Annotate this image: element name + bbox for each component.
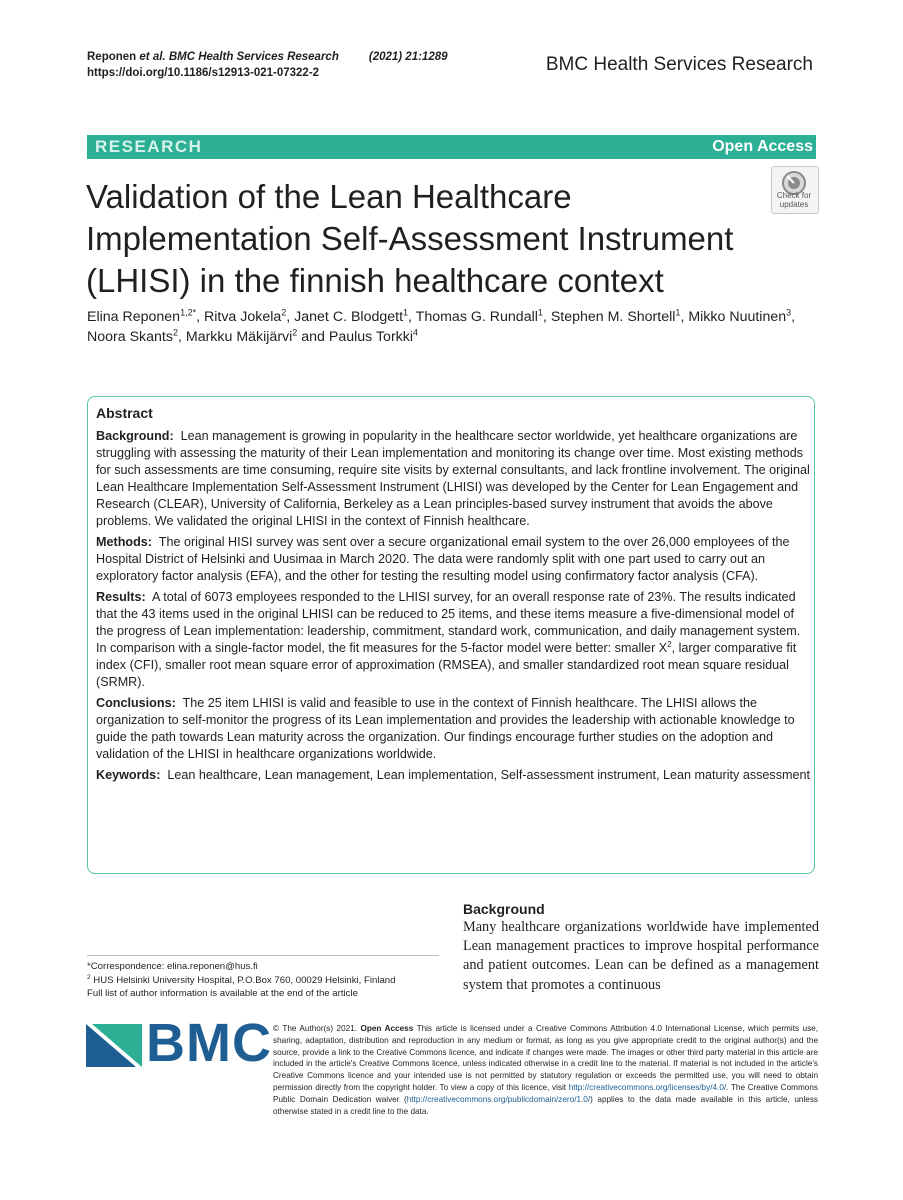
- citation-line: [87, 50, 448, 65]
- affiliation-line: [87, 974, 447, 988]
- abstract-body: [96, 428, 812, 788]
- license-text-2: . The Creative Commons Public Domain Dedication waiver (: [273, 1082, 818, 1104]
- copyright: © The Author(s) 2021.: [273, 1024, 358, 1033]
- check-updates-line2: updates: [779, 200, 809, 209]
- license-text: [273, 1023, 818, 1117]
- abstract-keywords: [96, 767, 812, 784]
- results-text-1: A total of 6073 employees responded to the LHISI survey, for an overall response rate of 23%. The results indicated that the 43 items used in the original LHISI can be reduced to 25 items, and these items measure a five-dimensional model of the progress of Lean implementation: leadership, commitment, standard work, communication, and daily management system. In comparison with a single-factor model, the fit measures for the 5-factor model were better: smaller X: [96, 590, 801, 655]
- author-affil: 1: [403, 307, 409, 318]
- affiliation-sup: 2: [87, 973, 91, 981]
- keywords-text: Lean healthcare, Lean management, Lean implementation, Self-assessment instrument, Lean maturity assessment: [167, 768, 811, 782]
- citation-authors: Reponen: [87, 51, 137, 63]
- open-access-label: Open Access: [712, 138, 813, 155]
- article-type-label: RESEARCH: [95, 137, 203, 156]
- abstract-results: [96, 589, 812, 691]
- abstract-methods: [96, 534, 812, 585]
- author-affil: 3: [786, 307, 792, 318]
- author-affil: 1,2*: [180, 307, 197, 318]
- correspondence: *Correspondence: elina.reponen@hus.fi: [87, 961, 258, 972]
- bmc-logo-text: BMC: [146, 1013, 272, 1073]
- check-updates-text: [771, 191, 817, 209]
- author-affil: 1: [675, 307, 681, 318]
- results-label: Results:: [96, 590, 146, 604]
- author-name: Elina Reponen: [87, 309, 181, 325]
- citation-etal: et al.: [139, 51, 166, 63]
- author-affil: 2: [172, 327, 178, 338]
- conclusions-text: The 25 item LHISI is valid and feasible to use in the context of Finnish healthcare. The LHISI allows the organization to self-monitor the progress of its Lean implementation and provides the leadership with actionable knowledge to guide the path towards Lean maturity across the organization. Our findings encourage further studies on the adoption and validation of the LHISI in healthcare organizations worldwide.: [96, 696, 795, 761]
- abstract-heading: Abstract: [96, 405, 153, 421]
- authors-and: and: [301, 329, 325, 345]
- author-affil: 2: [292, 327, 298, 338]
- license-link-1[interactable]: http://creativecommons.org/licenses/by/4.0/: [568, 1082, 727, 1092]
- author-name: Stephen M. Shortell: [550, 309, 676, 325]
- background-label: Background:: [96, 429, 174, 443]
- abstract-conclusions: [96, 695, 812, 763]
- keywords-label: Keywords:: [96, 768, 161, 782]
- author-list: Elina Reponen$^{1,2*}$, Ritva Jokela$^2$, Janet C. Blodgett$^1$, Thomas G. Rundall$^1$, Stephen M. Shortell$^1$, Mikko Nuutinen$^3$, Noora Skants$^2$, Markku Mäkijärvi$^2$ and Paulus Torkki$^4$: [87, 307, 796, 345]
- author-affil: 2: [281, 307, 287, 318]
- results-sup: 2: [667, 639, 672, 649]
- author-name: Noora Skants: [87, 329, 173, 345]
- background-paragraph: Many healthcare organizations worldwide have implemented Lean management practices to improve hospital performance and patient outcomes. Lean can be defined as a management system that promotes a continuous: [463, 919, 819, 993]
- affiliation-text: HUS Helsinki University Hospital, P.O.Box 760, 00029 Helsinki, Finland: [93, 974, 396, 986]
- citation-journal: BMC Health Services Research: [168, 51, 339, 63]
- author-affil: 1: [537, 307, 543, 318]
- author-affil: 4: [413, 327, 419, 338]
- results-text-2: , larger comparative fit index (CFI), smaller root mean square error of approximation (RMSEA), and smaller standardized root mean square residual (SRMR).: [96, 641, 797, 689]
- license-text-1: This article is licensed under a Creative Commons Attribution 4.0 International License, which permits use, sharing, adaptation, distribution and reproduction in any medium or format, as long as you give appropriate credit to the original author(s) and the source, provide a link to the Creative Commons licence, and indicate if changes were made. The images or other third party material in this article are included in the article's Creative Commons licence, unless indicated otherwise in a credit line to the material. If material is not included in the article's Creative Commons licence and your intended use is not permitted by statutory regulation or exceeds the permitted use, you will need to obtain permission directly from the copyright holder. To view a copy of this licence, visit: [273, 1024, 818, 1092]
- license-open-access: Open Access: [360, 1024, 414, 1033]
- abstract-background: [96, 428, 812, 530]
- license-link-2[interactable]: http://creativecommons.org/publicdomain/zero/1.0/: [406, 1094, 591, 1104]
- author-name: Thomas G. Rundall: [415, 309, 538, 325]
- bmc-logo-icon: [86, 1024, 142, 1067]
- journal-name: BMC Health Services Research: [545, 54, 813, 75]
- author-name: Mikko Nuutinen: [688, 309, 787, 325]
- methods-text: The original HISI survey was sent over a secure organizational email system to the over 26,000 employees of the Hospital District of Helsinki and Uusimaa in March 2020. The data were randomly split with one part used to carry out an exploratory factor analysis (EFA), and the other for testing the resulting model using confirmatory factor analysis (CFA).: [96, 535, 790, 583]
- author-name: Ritva Jokela: [203, 309, 282, 325]
- citation-volume: (2021) 21:1289: [368, 51, 448, 63]
- background-text: Lean management is growing in popularity in the healthcare sector worldwide, yet healthcare organizations are struggling with assessing the maturity of their Lean implementation and monitoring its change over time. Most existing methods for such assessments are time consuming, require site visits by external consultants, and lack frontline involvement. The original Lean Healthcare Implementation Self-Assessment Instrument (LHISI) was developed by the Center for Lean Engagement and Research (CLEAR), University of California, Berkeley as a Lean principles-based survey instrument that avoids the above problems. We validated the original LHISI in the context of Finnish healthcare.: [96, 429, 810, 528]
- license-text-3: ) applies to the data made available in this article, unless otherwise stated in a credit line to the data.: [273, 1094, 819, 1116]
- footnote-divider: [87, 955, 439, 956]
- footnote: [87, 960, 447, 1001]
- doi-link[interactable]: https://doi.org/10.1186/s12913-021-07322-2: [87, 67, 320, 79]
- author-name: Janet C. Blodgett: [294, 309, 404, 325]
- check-updates-line1: Check for: [776, 191, 812, 200]
- full-list-note: Full list of author information is available at the end of the article: [87, 988, 358, 999]
- conclusions-label: Conclusions:: [96, 696, 176, 710]
- author-name: Paulus Torkki: [328, 329, 414, 345]
- methods-label: Methods:: [96, 535, 152, 549]
- author-name: Markku Mäkijärvi: [185, 329, 293, 345]
- article-title: Validation of the Lean Healthcare Implementation Self-Assessment Instrument (LHISI) in the finnish healthcare context: [86, 178, 734, 299]
- background-heading: Background: [463, 901, 545, 917]
